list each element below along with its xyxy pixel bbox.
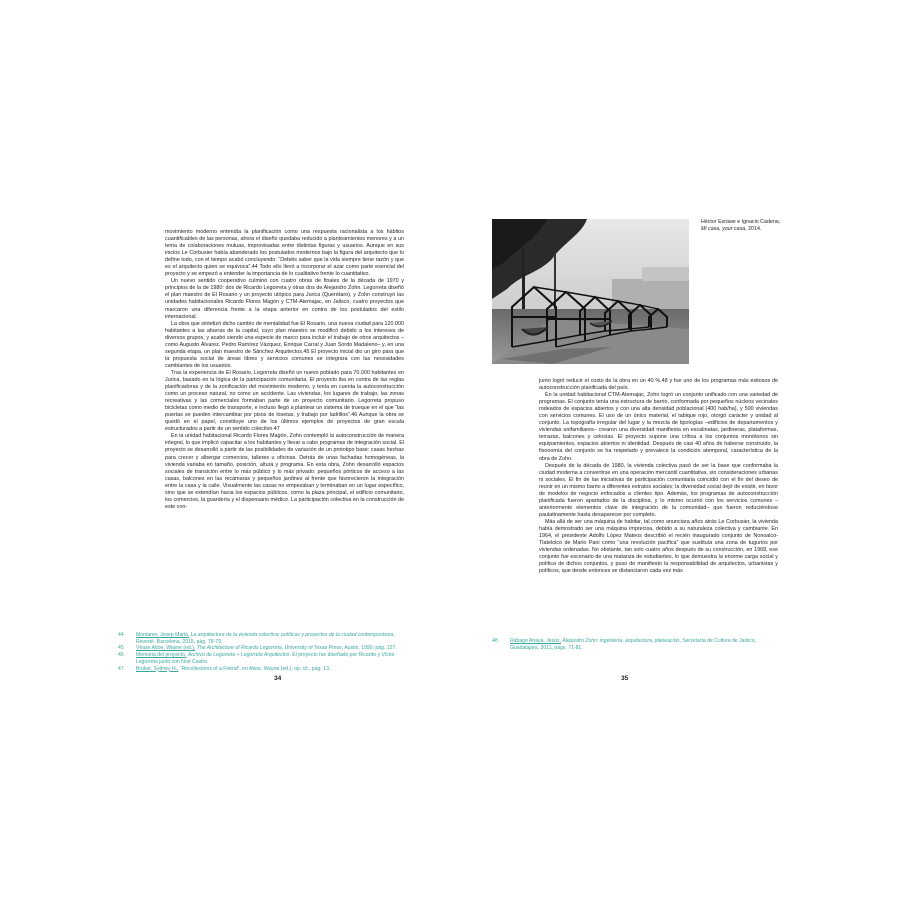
left-paragraph-1: movimiento moderno entendía la planificación como una respuesta racionalista a los hábitos cuantificables de las personas, ahora el diseño quedaba reducido a planteamientos menores y a un tema de colaboraciones mutuas, improvisadas entre distintas figuras y usuarios. Aunque en sus inicios Le Corbusier había abanderado los postulados modernos bajo la figura del arquitecto que lo define todo, con el tiempo acabó concluyendo: “Debéis saber que la vida siempre tiene razón y que es el arquitecto quien se equivoca”.44 Todo ello llevó a incorporar el azar como parte esencial del proyecto y se empezó a entender la importancia de lo cualitativo frente lo cuantitativo.	[165, 229, 404, 278]
photo-caption	[701, 219, 811, 233]
right-paragraph-2: En la unidad habitacional CTM-Atemajac, Zohn logró un conjunto unificado con una variedad de programas. El conjunto tenía una estructura de barrio, conformada por pequeños núcleos vecinales rodeados de espacios abiertos y con una alta densidad poblacional (400 hab/ha), y 500 viviendas con servicios comunes. El uso de un único material, el tabique rojo, otorgó carácter y unidad al conjunto. La topografía irregular del lugar y la mezcla de tipologías –edificios de departamentos y viviendas unifamiliares– crearon una diversidad manifiesta en escalinatas, jardineras, plataformas, terrazas, balcones y celosías. El proyecto supone una crítica a los conjuntos monótonos sin equipamientos, espacios abiertos ni identidad. Después de casi 40 años de haberse construido, la fisonomía del conjunto se ha respetado y prevalece la condición atemporal, característica de la obra de Zohn.	[539, 392, 778, 462]
sculpture-photo-image	[492, 219, 689, 364]
page-number-left: 34	[274, 675, 282, 682]
footnote-46	[118, 652, 408, 665]
footnote-48	[492, 638, 782, 651]
right-paragraph-3: Después de la década de 1980, la vivienda colectiva pasó de ser la base que conformaba la ciudad moderna a convertirse en una operación mercantil cuantitativa, sin consideraciones urbanas ni sociales. El fin de las iniciativas de participación comunitaria coincidió con el fin del deseo de reunir en un mismo barrio a diferentes estratos sociales; la diversidad social dejó de existir, en favor de modelos de negocio enfocados a clientes tipo. Además, los programas de autoconstrucción planificada fueron apartados de la disciplina, y lo mismo ocurrió con los servicios comunes –anteriormente elementos clave de integración de la comunidad– que fueron reduciéndose paulatinamente hasta desaparecer por completo.	[539, 462, 778, 518]
footnote-rest: , University of Texas Press, Austin, 1990, pág. 127.	[281, 645, 397, 652]
page-number-right: 35	[621, 675, 629, 682]
footnote-author[interactable]: Véase Attoe, Wayne (ed.),	[136, 645, 196, 652]
left-paragraph-2: Un nuevo sentido cooperativo culminó con cuatro obras de finales de la década de 1970 y principios de la de 1980: dos de Ricardo Legorreta y otras dos de Alejandro Zohn. Legorreta diseñó el plan maestro de El Rosario y un proyecto utópico para Jurica (Querétaro), y Zohn construyó las unidades habitacionales Ricardo Flores Magón y CTM-Atemajac, en Jalisco, cuatro proyectos que marcaron una diferencia frente a la etapa anterior en contra de los postulados del estilo internacional.	[165, 278, 404, 320]
footnote-47	[118, 666, 408, 673]
left-footnotes	[118, 632, 408, 672]
footnote-author[interactable]: Rábago Anaya, Jesús,	[510, 638, 561, 644]
footnote-number: 46	[118, 652, 124, 659]
footnote-44	[118, 632, 408, 645]
right-page	[450, 0, 900, 900]
left-paragraph-5: En la unidad habitacional Ricardo Flores Magón, Zohn contempló la autoconstrucción de manera integral, lo que implicó capacitar a los habitantes y llevar a cabo programas de integración social. El proyecto se desarrolló a partir de las posibilidades de variación de un prototipo base: casas hechas para crecer y albergar comercios, talleres u oficinas. Detrás de unas fachadas homogéneas, la vivienda variaba en tamaño, posición, altura y programa. En esta obra, Zohn desarrolló espacios sociales de transición entre lo más público y lo más privado: pequeños pórticos de acceso a las casas, balcones en las recámaras y pequeños jardines al frente que favorecieron la integración entre la casa y la calle. Visualmente las casas no empezaban y terminaban en un lugar específico, sino que se extendían hacia los espacios públicos, como la plaza principal, el edificio comunitario, los comercios, la guardería y el dispensario médico. La participación colectiva en la construcción de este con-	[165, 433, 404, 510]
footnote-number: 48	[492, 638, 498, 644]
right-paragraph-1: junto logró reducir el costo de la obra en un 40 %,48 y fue uno de los programas más exitosos de autoconstrucción planificada del país.	[539, 378, 778, 392]
footnote-number: 44	[118, 632, 124, 638]
footnote-rest: . El proyecto fue diseñado por Ricardo y Víctor Legorreta junto con Noé Castro.	[136, 652, 395, 665]
footnote-title: La arquitectura de la vivienda colectiva: políticas y proyectos de la ciudad contemporánea	[190, 632, 394, 638]
right-body-text	[539, 378, 778, 575]
caption-authors: Héctor Esrawe e Ignacio Cadena,	[701, 219, 781, 225]
footnote-author[interactable]: Montaner, Josep Maria,	[136, 632, 190, 638]
left-body-text	[165, 229, 404, 511]
footnote-title: Archivo de Legorreta + Legorreta Arquitectos	[187, 652, 290, 659]
footnote-number: 45	[118, 645, 124, 652]
caption-year: , 2014.	[745, 226, 762, 233]
right-paragraph-4: Más allá de ser una máquina de habitar, tal como anunciara años atrás Le Corbusier, la vivienda había demostrado ser una máquina imprecisa, debido a su naturaleza colectiva y cambiante. En 1964, el presidente Adolfo López Mateos describió el recién inaugurado conjunto de Nonoalco-Tlatelolco de Mario Pani como “una revolución pacífica” que sustituía una zona de tugurios por viviendas ordenadas. No obstante, tan solo cuatro años después de su construcción, en 1968, ese conjunto fue escenario de una matanza de estudiantes, lo que demuestra la enorme carga social y política de dichos conjuntos, y puso de manifiesto la responsabilidad de arquitectos, urbanistas y políticos, que desde entonces se distanciaron cada vez más	[539, 518, 778, 575]
sculpture-photo	[492, 219, 689, 364]
right-footnotes	[492, 638, 782, 651]
footnote-rest: , Secretaría de Cultura de Jalisco, Guadalajara, 2011, págs. 71-81.	[510, 638, 757, 651]
footnote-45	[118, 645, 408, 652]
footnote-rest: “Recollections of a Friend”, en Attoe, Wayne (ed.), op. cit., pág. 13.	[179, 665, 331, 672]
footnote-number: 47	[118, 665, 124, 672]
footnote-rest: , Reverté, Barcelona, 2015, pág. 78-79.	[136, 632, 395, 645]
left-paragraph-4: Tras la experiencia de El Rosario, Legorreta diseñó un nuevo poblado para 70.000 habitantes en Jurica, basado en la lógica de la participación comunitaria. El proyecto iba en contra de las reglas planificadoras y de la zonificación del movimiento moderno, y tenía en cuenta la autoconstrucción como un proceso natural, no como un accidente. Las viviendas, los lugares de trabajo, las zonas recreativas y las comerciales formaban parte de un proyecto comunitario. Legorreta propuso bicicletas como medio de transporte, e incluso llegó a plantear un sistema de trueque en el que “las puertas se pueden intercambiar por pisos de losetas, y trabajo por ladrillos”.46 Aunque la obra se quedó en el papel, constituye uno de los últimos ejemplos de proyectos de gran escala estructurados a partir de un sentido colectivo.47	[165, 369, 404, 433]
caption-title: Mi casa, your casa	[701, 226, 746, 233]
left-paragraph-3: La obra que sintetizó dicho cambio de mentalidad fue El Rosario, una nueva ciudad para 120.000 habitantes a las afueras de la capital, cuyo plan maestro se modificó debido a los intereses de diversos grupos, y acabó siendo una especie de marco para incluir el trabajo de otros arquitectos –como Augusto Álvarez, Pedro Ramírez Vázquez, Enrique Carral y Juan Sordo Madaleno– y, en una segunda etapa, un plan maestro de Sánchez Arquitectos.45 El proyecto inicial dio un giro para que la propuesta social de áreas libres y servicios comunes se integrara con las necesidades cambiantes de los usuarios.	[165, 320, 404, 369]
footnote-title: The Architecture of Ricardo Legorreta	[196, 645, 282, 652]
footnote-author[interactable]: Bruker, Sydney H.,	[136, 665, 179, 672]
footnote-title: Alejandro Zohn: ingeniería, arquitectura, planeación	[562, 638, 680, 644]
footnote-author[interactable]: Memoria del proyecto,	[136, 652, 187, 659]
